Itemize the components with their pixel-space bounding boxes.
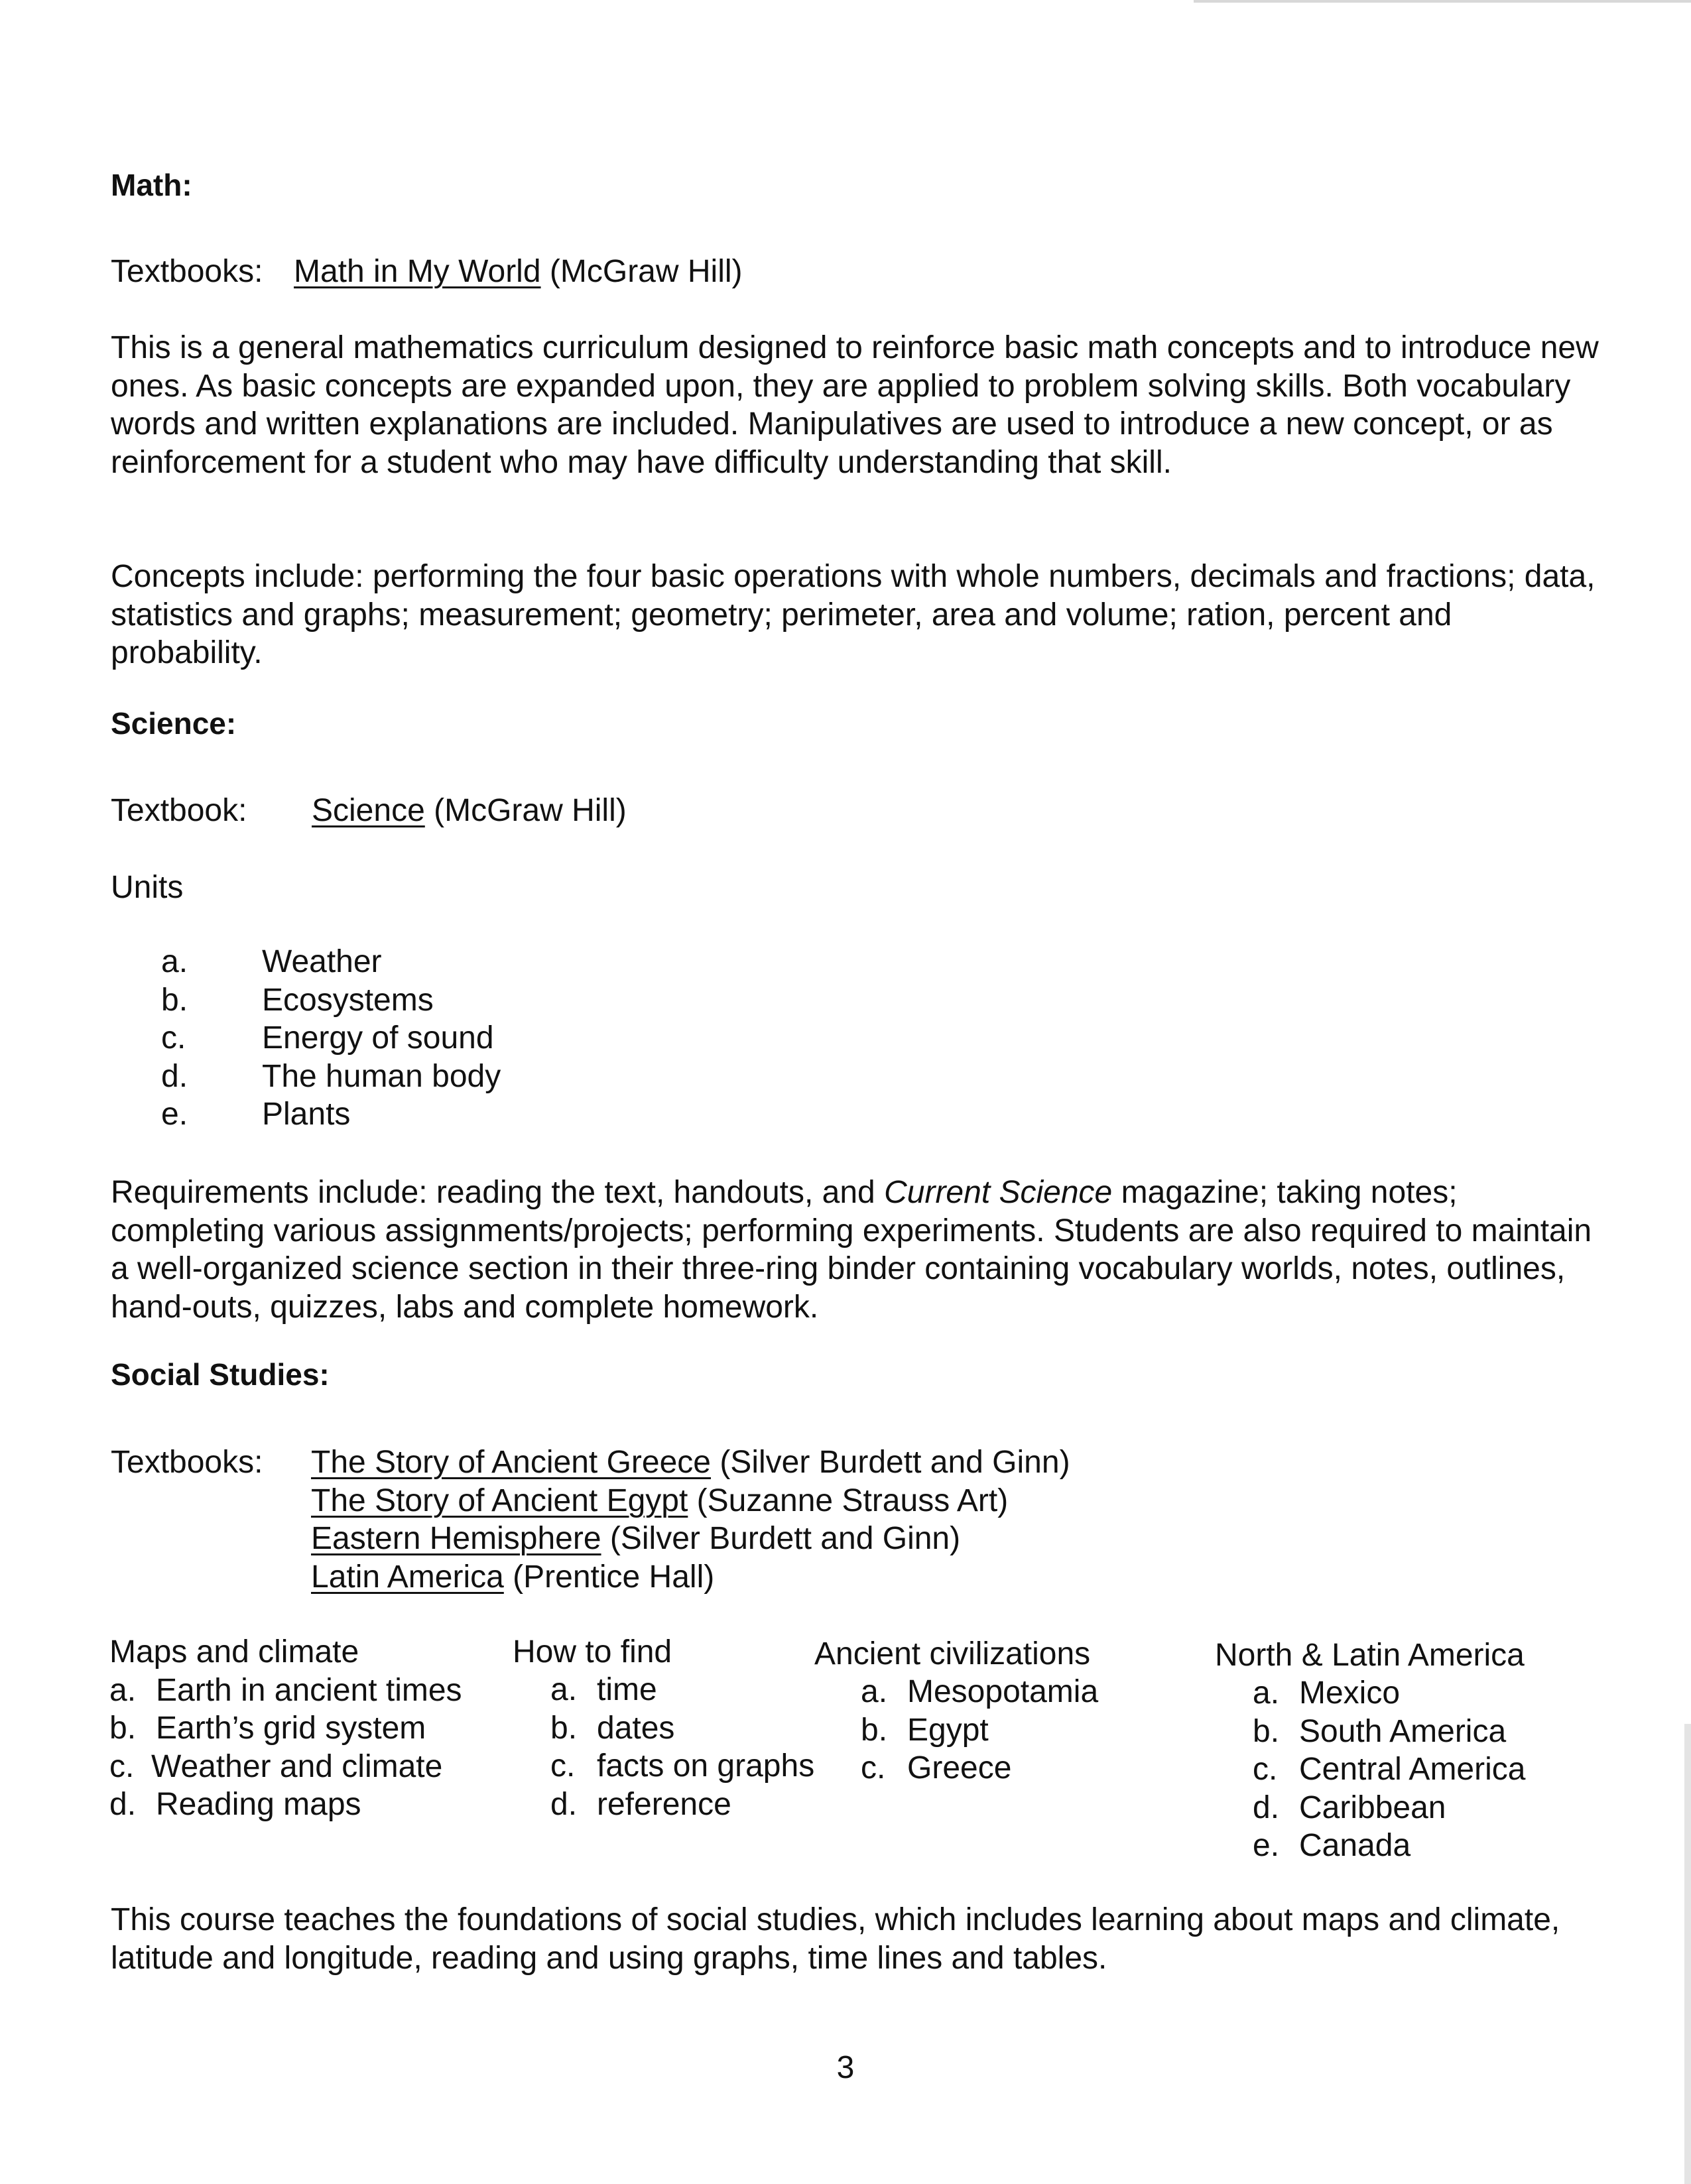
science-heading: Science: [111, 706, 237, 741]
science-textbook-title: Science [312, 793, 425, 828]
math-textbooks-label: Textbooks: [111, 254, 263, 289]
list-item [550, 1671, 814, 1709]
item-letter: c. [109, 1748, 135, 1784]
item-name: Greece [907, 1750, 1012, 1786]
unit-letter: a. [161, 944, 188, 979]
item-letter: b. [109, 1711, 137, 1746]
textbook-publisher: (Suzanne Strauss Art) [688, 1483, 1009, 1518]
science-requirements-text [111, 1174, 1603, 1326]
social-studies-heading: Social Studies: [111, 1357, 330, 1392]
item-name: dates [597, 1710, 675, 1746]
textbook-publisher: (Silver Burdett and Ginn) [710, 1445, 1070, 1480]
item-letter: a. [550, 1672, 578, 1707]
textbook-title: The Story of Ancient Egypt [311, 1483, 688, 1518]
item-name: Earth’s grid system [156, 1711, 426, 1746]
list-item [109, 1786, 462, 1824]
social-studies-textbooks-label: Textbooks: [111, 1445, 263, 1480]
column-maps-and-climate [109, 1633, 462, 1824]
list-item [161, 1095, 501, 1134]
list-item [861, 1673, 1098, 1711]
list-item [311, 1520, 1070, 1558]
unit-name: The human body [262, 1058, 501, 1094]
requirements-after: magazine; taking notes; completing various assignments/projects; performing experiments. Students are also required to maintain a well-organized science section in their three-ring binder containing vocabulary worlds, notes, outlines, hand-outs, quizzes, labs and complete homework. [111, 1175, 1592, 1325]
unit-name: Weather [262, 944, 382, 979]
list-item [161, 1019, 501, 1058]
math-description-text: This is a general mathematics curriculum designed to reinforce basic math concepts and to introduce new ones. As basic concepts are expanded upon, they are applied to problem solving skills. Both vocabulary words and written explanations are included. Manipulatives are used to introduce a new concept, or as reinforcement for a student who may have difficulty understanding that skill. [111, 330, 1599, 480]
item-name: time [597, 1672, 657, 1707]
list-item [161, 1058, 501, 1096]
item-name: Egypt [907, 1712, 989, 1748]
item-name: Mexico [1299, 1675, 1401, 1711]
item-letter: d. [550, 1786, 578, 1822]
math-textbooks-line [111, 253, 743, 290]
list-item [311, 1482, 1070, 1520]
item-letter: a. [109, 1672, 137, 1708]
item-letter: c. [550, 1748, 576, 1784]
math-concepts [111, 558, 1603, 672]
item-name: Canada [1299, 1828, 1411, 1863]
list-item [161, 981, 501, 1020]
requirements-magazine-title: Current Science [884, 1175, 1113, 1210]
social-studies-textbooks-list [311, 1443, 1070, 1596]
scan-edge-right [1684, 1724, 1691, 2184]
column-how-to-find [550, 1671, 814, 1823]
textbook-publisher: (Prentice Hall) [503, 1559, 715, 1595]
unit-name: Plants [262, 1097, 351, 1132]
list-item [550, 1709, 814, 1748]
math-description [111, 329, 1603, 481]
unit-letter: e. [161, 1097, 188, 1132]
column-ancient-civilizations-title: Ancient civilizations [814, 1636, 1091, 1671]
item-letter: b. [550, 1710, 578, 1746]
list-item [109, 1709, 462, 1748]
textbook-publisher: (Silver Burdett and Ginn) [601, 1521, 961, 1556]
item-letter: a. [1253, 1675, 1280, 1711]
list-item [1253, 1674, 1525, 1713]
social-studies-description [111, 1901, 1603, 1977]
item-name: Mesopotamia [907, 1674, 1099, 1709]
list-item [1253, 1827, 1525, 1865]
science-textbook-label: Textbook: [111, 793, 247, 828]
item-letter: d. [1253, 1790, 1280, 1825]
item-name: Reading maps [156, 1787, 361, 1822]
item-name: reference [597, 1786, 731, 1822]
textbook-title: Latin America [311, 1559, 504, 1595]
unit-name: Energy of sound [262, 1020, 494, 1056]
textbook-title: Eastern Hemisphere [311, 1521, 601, 1556]
item-name: Weather and climate [151, 1748, 443, 1784]
list-item [861, 1749, 1098, 1788]
column-title: Maps and climate [109, 1634, 359, 1669]
math-heading: Math: [111, 168, 192, 202]
math-textbook-title: Math in My World [294, 254, 541, 289]
list-item [1253, 1750, 1525, 1789]
column-ancient-civilizations [861, 1673, 1098, 1788]
unit-letter: c. [161, 1020, 186, 1056]
column-how-to-find-title: How to find [513, 1634, 672, 1669]
item-letter: e. [1253, 1828, 1280, 1863]
item-name: South America [1299, 1713, 1507, 1749]
requirements-before: Requirements include: reading the text, handouts, and [111, 1175, 885, 1210]
textbook-title: The Story of Ancient Greece [311, 1445, 711, 1480]
list-item [550, 1747, 814, 1786]
item-letter: c. [1253, 1752, 1278, 1787]
social-studies-description-text: This course teaches the foundations of social studies, which includes learning about maps and climate, latitude and longitude, reading and using graphs, time lines and tables. [111, 1902, 1560, 1976]
column-north-latin-america-title: North & Latin America [1215, 1638, 1525, 1673]
item-name: Caribbean [1299, 1790, 1446, 1825]
science-textbook-publisher: (McGraw Hill) [424, 793, 627, 828]
science-units-list [161, 943, 501, 1134]
list-item [1253, 1789, 1525, 1827]
item-letter: b. [861, 1712, 888, 1748]
list-item [109, 1748, 462, 1786]
list-item [109, 1671, 462, 1710]
item-letter: c. [861, 1750, 886, 1786]
item-name: Central America [1299, 1752, 1526, 1787]
unit-letter: b. [161, 982, 188, 1018]
item-letter: a. [861, 1674, 888, 1709]
item-name: Earth in ancient times [156, 1672, 462, 1708]
list-item [311, 1443, 1070, 1482]
scan-edge-top [1194, 0, 1691, 3]
math-textbook-publisher: (McGraw Hill) [540, 254, 743, 289]
item-letter: d. [109, 1787, 137, 1822]
unit-letter: d. [161, 1058, 188, 1094]
list-item [1253, 1713, 1525, 1751]
item-letter: b. [1253, 1713, 1280, 1749]
list-item [311, 1558, 1070, 1597]
list-item [861, 1711, 1098, 1750]
list-item [161, 943, 501, 981]
math-concepts-text: Concepts include: performing the four basic operations with whole numbers, decimals and fractions; data, statistics and graphs; measurement; geometry; perimeter, area and volume; ration, percent and probability. [111, 559, 1596, 670]
item-name: facts on graphs [597, 1748, 815, 1784]
science-units-label: Units [111, 870, 184, 905]
page-number: 3 [836, 2050, 855, 2085]
science-textbook-line [111, 792, 627, 829]
list-item [550, 1786, 814, 1824]
science-requirements [111, 1174, 1603, 1326]
column-north-latin-america [1253, 1674, 1525, 1865]
unit-name: Ecosystems [262, 982, 434, 1018]
